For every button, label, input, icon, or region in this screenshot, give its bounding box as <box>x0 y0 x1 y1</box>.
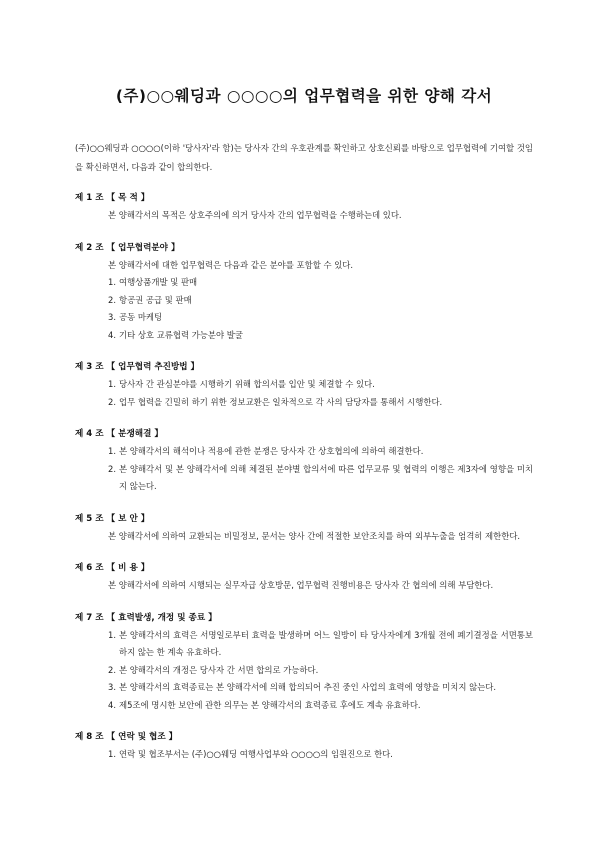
article-number: 제 7 조 <box>75 612 104 623</box>
list-item <box>108 274 533 292</box>
article-body: 본 양해각서의 목적은 상호주의에 의거 당사자 간의 업무협력을 수행하는데 있다. <box>108 210 402 220</box>
article-body: 본 양해각서에 의하여 시행되는 실무자급 상호방문, 업무협력 진행비용은 당사자 간 협의에 의해 부담한다. <box>108 580 494 590</box>
article-6 <box>75 559 533 595</box>
article-item-list <box>75 627 533 715</box>
article-body: 본 양해각서에 대한 업무협력은 다음과 같은 분야를 포함할 수 있다. <box>108 259 354 270</box>
list-item-number: 1. <box>108 749 116 759</box>
list-item-text: 항공권 공급 및 판매 <box>119 294 192 305</box>
list-item-text: 공동 마케팅 <box>119 312 163 322</box>
list-item <box>108 627 533 662</box>
list-item-text: 제5조에 명시한 보안에 관한 의무는 본 양해각서의 효력종료 후에도 계속 유효하다. <box>119 699 421 710</box>
list-item <box>108 309 533 327</box>
list-item <box>108 746 533 764</box>
article-4 <box>75 425 533 496</box>
list-item-text: 본 양해각서의 효력은 서명일로부터 효력을 발생하며 어느 일방이 타 당사자에게 3개월 전에 폐기결정을 서면통보하지 않는 한 계속 유효하다. <box>119 629 533 657</box>
article-number: 제 2 조 <box>75 242 104 253</box>
article-number: 제 4 조 <box>75 429 104 439</box>
article-heading <box>75 559 533 577</box>
article-item-list <box>75 376 533 411</box>
list-item <box>108 662 533 680</box>
list-item-text: 본 양해각서 및 본 양해각서에 의해 체결된 분야별 합의서에 따른 업무교류 및 협력의 이행은 제3자에 영향을 미치지 않는다. <box>119 463 533 491</box>
article-number: 제 8 조 <box>75 732 104 742</box>
article-title: 【 보 안 】 <box>106 513 150 524</box>
list-item-text: 본 양해각서의 효력종료는 본 양해각서에 의해 합의되어 추진 중인 사업의 효력에 영향을 미치지 않는다. <box>119 682 497 692</box>
list-item-number: 2. <box>108 294 116 305</box>
list-item-number: 4. <box>108 699 116 710</box>
article-heading <box>75 358 533 376</box>
list-item <box>108 443 533 461</box>
list-item-text: 기타 상호 교류협력 가능분야 발굴 <box>119 329 243 340</box>
list-item-text: 여행상품개발 및 판매 <box>119 277 198 287</box>
article-heading <box>75 189 533 207</box>
article-heading <box>75 609 533 627</box>
article-3 <box>75 358 533 411</box>
article-8 <box>75 728 533 764</box>
article-item-list <box>75 746 533 764</box>
article-title: 【 효력발생, 개정 및 종료 】 <box>106 612 217 623</box>
article-5 <box>75 510 533 546</box>
intro-paragraph: (주)○○웨딩과 ○○○○(이하 '당사자'라 함)는 당사자 간의 우호관계를 확인하고 상호신뢰를 바탕으로 업무협력에 기여할 것임을 확신하면서, 다음과 같이 합의한다. <box>75 143 533 172</box>
list-item-number: 1. <box>108 379 116 389</box>
list-item-number: 2. <box>108 463 116 474</box>
list-item-number: 3. <box>108 312 116 322</box>
article-title: 【 업무협력분야 】 <box>106 242 180 253</box>
article-body: 본 양해각서에 의하여 교환되는 비밀정보, 문서는 양사 간에 적절한 보안조치를 하여 외부누출을 엄격히 제한한다. <box>108 530 521 541</box>
list-item-number: 2. <box>108 396 116 407</box>
list-item-number: 1. <box>108 277 116 287</box>
list-item <box>108 697 533 715</box>
list-item-number: 3. <box>108 682 116 692</box>
article-item-list <box>75 274 533 344</box>
article-title: 【 목 적 】 <box>106 193 150 203</box>
list-item <box>108 327 533 345</box>
list-item-text: 당사자 간 관심분야를 시행하기 위해 합의서를 입안 및 체결할 수 있다. <box>119 379 375 389</box>
article-item-list <box>75 443 533 496</box>
list-item-number: 1. <box>108 446 116 456</box>
list-item <box>108 292 533 310</box>
list-item-number: 4. <box>108 329 116 340</box>
article-7 <box>75 609 533 715</box>
list-item-text: 본 양해각서의 해석이나 적용에 관한 분쟁은 당사자 간 상호협의에 의하여 해결한다. <box>119 446 424 456</box>
list-item <box>108 679 533 697</box>
document-title: (주)○○웨딩과 ○○○○의 업무협력을 위한 양해 각서 <box>115 87 493 105</box>
article-number: 제 1 조 <box>75 193 104 203</box>
article-title: 【 분쟁해결 】 <box>106 429 163 439</box>
article-number: 제 3 조 <box>75 362 104 372</box>
list-item-text: 연락 및 협조부서는 (주)○○웨딩 여행사업부와 ○○○○의 임원진으로 한다. <box>119 749 393 759</box>
list-item <box>108 461 533 496</box>
article-heading <box>75 239 533 257</box>
article-title: 【 업무협력 추진방법 】 <box>106 362 200 372</box>
articles-list <box>75 189 533 764</box>
list-item-text: 업무 협력을 긴밀히 하기 위한 정보교환은 일차적으로 각 사의 담당자를 통해서 시행한다. <box>119 396 443 407</box>
list-item <box>108 394 533 412</box>
list-item-text: 본 양해각서의 개정은 당사자 간 서면 합의로 가능하다. <box>119 664 319 675</box>
article-2 <box>75 239 533 345</box>
list-item <box>108 376 533 394</box>
article-number: 제 6 조 <box>75 563 104 573</box>
article-title: 【 연락 및 협조 】 <box>106 732 178 742</box>
article-number: 제 5 조 <box>75 513 104 524</box>
article-1 <box>75 189 533 225</box>
article-heading <box>75 425 533 443</box>
article-heading <box>75 728 533 746</box>
list-item-number: 2. <box>108 664 116 675</box>
article-heading <box>75 510 533 528</box>
article-title: 【 비 용 】 <box>106 563 150 573</box>
list-item-number: 1. <box>108 629 116 640</box>
